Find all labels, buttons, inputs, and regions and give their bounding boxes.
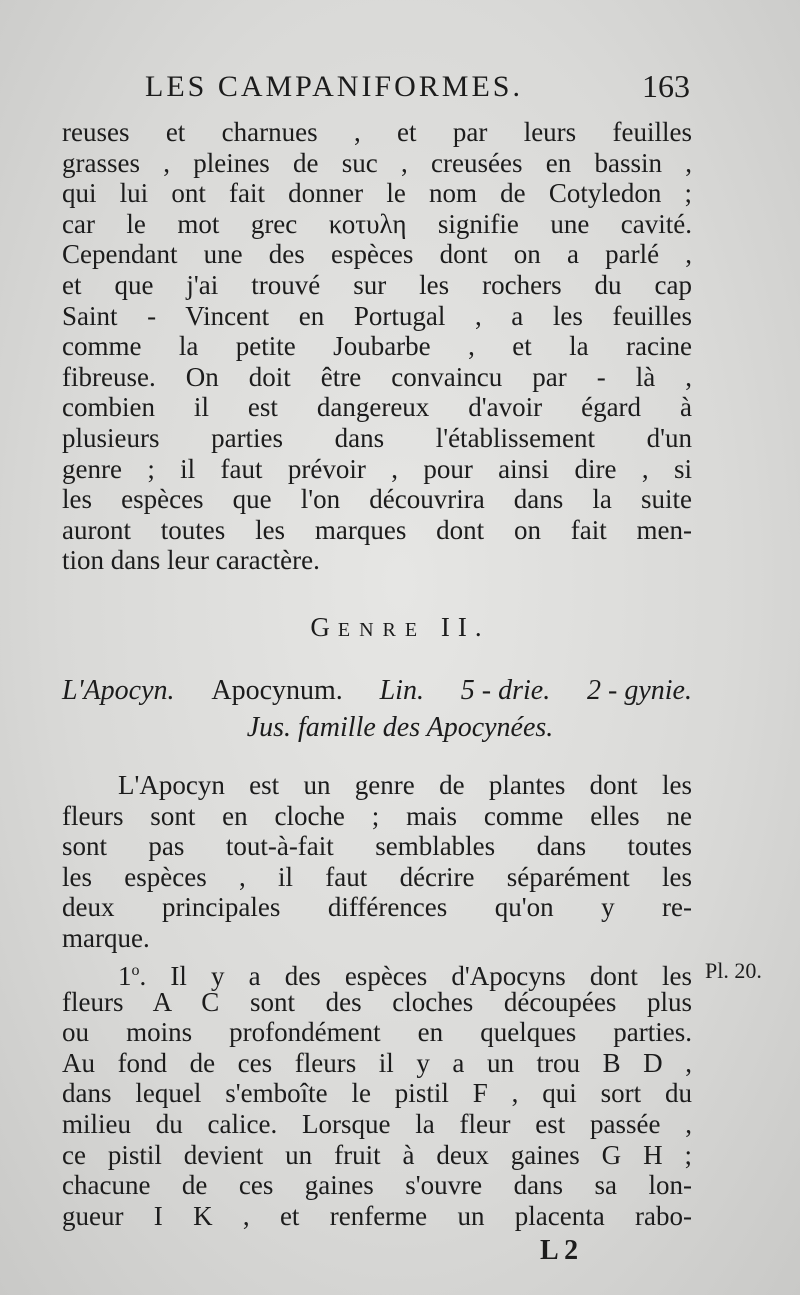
plate-reference: Pl. 20. xyxy=(705,958,762,983)
text-line: gueur I K , et renferme un placenta rabo- xyxy=(62,1200,692,1231)
text-line: dans lequel s'emboîte le pistil F , qui sort du xyxy=(62,1078,692,1109)
linnaean-order: 2 - gynie. xyxy=(587,675,692,706)
text-line xyxy=(62,956,692,991)
linnaeus-abbrev: Lin. xyxy=(379,675,424,706)
text-line: les espèces que l'on découvrira dans la suite xyxy=(62,484,692,515)
jussieu-family: Jus. famille des Apocynées. xyxy=(246,712,554,743)
ordinal-superscript: o xyxy=(131,962,140,979)
text-line: reuses et charnues , et par leurs feuilles xyxy=(62,117,692,147)
text-line: ou moins profondément en quelques parties. xyxy=(62,1017,692,1048)
text-line: L'Apocyn est un genre de plantes dont les xyxy=(118,770,692,800)
text-line: sont pas tout-à-fait semblables dans toutes xyxy=(62,831,692,862)
text-line: auront toutes les marques dont on fait men- xyxy=(62,514,692,545)
cotyledon-line: qui lui ont fait donner le nom de Cotyledon ; xyxy=(62,178,692,209)
text-line: fibreuse. On doit être convaincu par - là , xyxy=(62,361,692,392)
signature-mark: L 2 xyxy=(540,1235,579,1266)
genre-numeral: II. xyxy=(440,612,490,642)
text-line: deux principales différences qu'on y re- xyxy=(62,892,692,923)
text-line xyxy=(62,178,692,209)
french-name: L'Apocyn. xyxy=(62,675,175,706)
genre-word: ENRE xyxy=(337,619,427,641)
linnaean-class: 5 - drie. xyxy=(460,675,551,706)
text-line: tion dans leur caractère. xyxy=(62,545,320,576)
latin-name: Apocynum. xyxy=(211,675,343,706)
text-line: Cependant une des espèces dont on a parlé , xyxy=(62,239,692,270)
page-number: 163 xyxy=(642,68,690,104)
text-line: car le mot grec κοτυλη signifie une cavité. xyxy=(62,208,692,239)
text-line: fleurs sont en cloche ; mais comme elles ne xyxy=(62,800,692,831)
paragraph-continuation xyxy=(62,117,692,576)
paragraph-apocyn-intro xyxy=(62,770,692,954)
genre-heading xyxy=(0,612,800,643)
text-line: fleurs A C sont des cloches découpées plus xyxy=(62,986,692,1017)
ordinal-number: 1 xyxy=(118,961,132,991)
text-line: chacune de ces gaines s'ouvre dans sa lon- xyxy=(62,1170,692,1201)
text-line: genre ; il faut prévoir , pour ainsi dire , si xyxy=(62,453,692,484)
text-line: les espèces , il faut décrire séparément les xyxy=(62,861,692,892)
first-line-text: . Il y a des espèces d'Apocyns dont les xyxy=(139,961,692,991)
running-head xyxy=(145,68,690,108)
text-line: ce pistil devient un fruit à deux gaines G H ; xyxy=(62,1139,692,1170)
genre-initial: G xyxy=(310,612,338,642)
text-line: plusieurs parties dans l'établissement d'un xyxy=(62,422,692,453)
running-title: LES CAMPANIFORMES. xyxy=(145,70,523,103)
taxonomy-line xyxy=(62,675,692,707)
text-line: Au fond de ces fleurs il y a un trou B D , xyxy=(62,1047,692,1078)
text-line: comme la petite Joubarbe , et la racine xyxy=(62,331,692,362)
text-line: combien il est dangereux d'avoir égard à xyxy=(62,392,692,423)
text-line: milieu du calice. Lorsque la fleur est passée , xyxy=(62,1108,692,1139)
text-line: Saint - Vincent en Portugal , a les feuilles xyxy=(62,300,692,331)
text-line: marque. xyxy=(62,922,150,953)
text-line: grasses , pleines de suc , creusées en bassin , xyxy=(62,147,692,178)
text-line: et que j'ai trouvé sur les rochers du cap xyxy=(62,269,692,300)
paragraph-first-kind xyxy=(62,956,692,1231)
